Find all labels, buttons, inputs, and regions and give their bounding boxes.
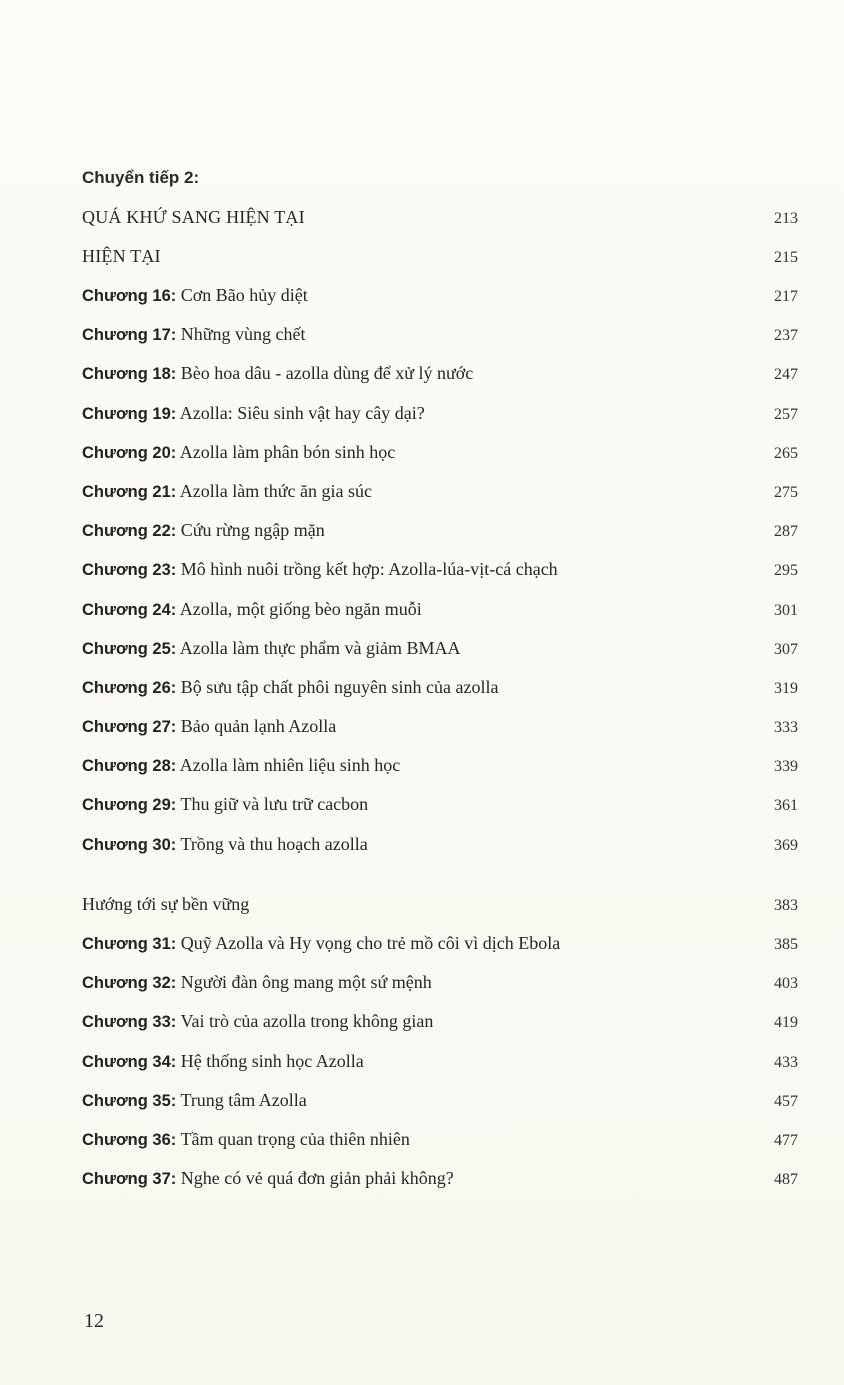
toc-chapter-22	[82, 511, 798, 550]
toc-chapter-35	[82, 1081, 798, 1120]
page-number: 12	[84, 1310, 104, 1332]
table-of-contents	[82, 166, 798, 1198]
chapter-label: Chương 34:	[82, 1052, 177, 1071]
chapter-label: Chương 22:	[82, 522, 177, 541]
toc-chapter-19	[82, 394, 798, 433]
chapter-label: Chương 35:	[82, 1091, 177, 1110]
chapter-label: Chương 33:	[82, 1013, 177, 1032]
toc-chapter-25	[82, 629, 798, 668]
chapter-page: 457	[774, 1092, 798, 1110]
chapter-title: Nghe có vẻ quá đơn giản phải không?	[180, 1168, 454, 1189]
chapter-page: 237	[774, 327, 798, 345]
toc-entry-title: QUÁ KHỨ SANG HIỆN TẠI	[82, 207, 305, 227]
toc-chapter-28	[82, 746, 798, 785]
toc-chapter-21	[82, 472, 798, 511]
chapter-page: 301	[774, 601, 798, 619]
chapter-page: 265	[774, 444, 798, 462]
toc-entry-title: HIỆN TẠI	[82, 246, 161, 266]
chapter-page: 403	[774, 975, 798, 993]
chapter-page: 247	[774, 366, 798, 384]
transition-heading: Chuyển tiếp 2:	[82, 168, 200, 187]
chapter-title: Azolla, một giống bèo ngăn muỗi	[179, 598, 422, 619]
chapter-label: Chương 19:	[82, 404, 177, 423]
chapter-title: Người đàn ông mang một sứ mệnh	[180, 972, 432, 993]
chapter-title: Tầm quan trọng của thiên nhiên	[180, 1128, 410, 1149]
toc-chapter-37	[82, 1159, 798, 1198]
chapter-label: Chương 27:	[82, 718, 177, 737]
chapter-page: 333	[774, 719, 798, 737]
toc-chapter-18	[82, 354, 798, 393]
chapter-title: Trung tâm Azolla	[180, 1089, 307, 1110]
chapter-label: Chương 16:	[82, 287, 177, 305]
chapter-label: Chương 17:	[82, 326, 177, 345]
toc-chapter-20	[82, 433, 798, 472]
chapter-page: 433	[774, 1053, 798, 1071]
chapter-label: Chương 37:	[82, 1170, 177, 1189]
chapter-title: Mô hình nuôi trồng kết hợp: Azolla-lúa-vịt-cá chạch	[180, 559, 558, 580]
chapter-title: Bảo quản lạnh Azolla	[180, 716, 337, 737]
chapter-title: Azolla làm thức ăn gia súc	[179, 480, 372, 501]
chapter-title: Thu giữ và lưu trữ cacbon	[180, 794, 369, 815]
chapter-label: Chương 18:	[82, 365, 177, 384]
toc-chapter-26	[82, 668, 798, 707]
chapter-page: 257	[774, 405, 798, 423]
chapter-page: 275	[774, 483, 798, 501]
chapter-page: 369	[774, 836, 798, 854]
chapter-page: 361	[774, 797, 798, 815]
chapter-title: Cứu rừng ngập mặn	[180, 520, 325, 541]
chapter-page: 295	[774, 562, 798, 580]
toc-chapter-33	[82, 1002, 798, 1041]
chapter-title: Azolla: Siêu sinh vật hay cây dại?	[179, 402, 425, 423]
chapter-title: Quỹ Azolla và Hy vọng cho trẻ mồ côi vì dịch Ebola	[180, 933, 561, 953]
chapter-title: Bèo hoa dâu - azolla dùng để xử lý nước	[180, 363, 474, 384]
chapter-label: Chương 32:	[82, 974, 177, 993]
chapter-list-b	[82, 924, 798, 1198]
toc-entry-page: 383	[774, 896, 798, 914]
chapter-page: 339	[774, 758, 798, 776]
chapter-label: Chương 25:	[82, 639, 177, 658]
chapter-title: Bộ sưu tập chất phôi nguyên sinh của azolla	[180, 676, 499, 697]
toc-chapter-23	[82, 550, 798, 589]
toc-chapter-30	[82, 825, 798, 864]
chapter-title: Trồng và thu hoạch azolla	[180, 833, 368, 854]
toc-entry-past-to-present	[82, 198, 798, 237]
toc-chapter-31	[82, 924, 798, 963]
chapter-page: 287	[774, 523, 798, 541]
section-gap	[82, 864, 798, 885]
chapter-label: Chương 24:	[82, 600, 177, 619]
toc-entry-present	[82, 237, 798, 276]
chapter-title: Azolla làm thực phẩm và giảm BMAA	[179, 637, 461, 658]
chapter-title: Hệ thống sinh học Azolla	[180, 1050, 364, 1071]
chapter-label: Chương 28:	[82, 757, 177, 776]
chapter-title: Azolla làm nhiên liệu sinh học	[179, 755, 401, 776]
chapter-page: 419	[774, 1014, 798, 1032]
toc-entry-title: Hướng tới sự bền vững	[82, 893, 250, 914]
chapter-label: Chương 21:	[82, 482, 177, 501]
toc-chapter-24	[82, 590, 798, 629]
chapter-label: Chương 30:	[82, 835, 177, 854]
toc-entry-page: 213	[774, 210, 798, 227]
toc-entry-page: 215	[774, 249, 798, 266]
toc-chapter-17	[82, 315, 798, 354]
chapter-title: Vai trò của azolla trong không gian	[180, 1011, 434, 1032]
chapter-page: 477	[774, 1131, 798, 1149]
chapter-label: Chương 36:	[82, 1130, 177, 1149]
chapter-title: Azolla làm phân bón sinh học	[179, 441, 396, 462]
chapter-page: 307	[774, 640, 798, 658]
toc-entry-sustainability	[82, 885, 798, 924]
toc-chapter-36	[82, 1120, 798, 1159]
toc-chapter-27	[82, 707, 798, 746]
chapter-label: Chương 31:	[82, 935, 177, 953]
chapter-page: 487	[774, 1171, 798, 1189]
toc-chapter-34	[82, 1042, 798, 1081]
toc-chapter-29	[82, 785, 798, 824]
chapter-label: Chương 20:	[82, 443, 177, 462]
toc-chapter-16	[82, 276, 798, 315]
chapter-title: Cơn Bão hủy diệt	[180, 285, 308, 305]
toc-chapter-32	[82, 963, 798, 1002]
chapter-title: Những vùng chết	[180, 324, 306, 345]
chapter-page: 319	[774, 679, 798, 697]
chapter-list-a	[82, 276, 798, 864]
chapter-page: 385	[774, 936, 798, 953]
chapter-label: Chương 29:	[82, 796, 177, 815]
chapter-page: 217	[774, 288, 798, 305]
chapter-label: Chương 23:	[82, 561, 177, 580]
chapter-label: Chương 26:	[82, 678, 177, 697]
